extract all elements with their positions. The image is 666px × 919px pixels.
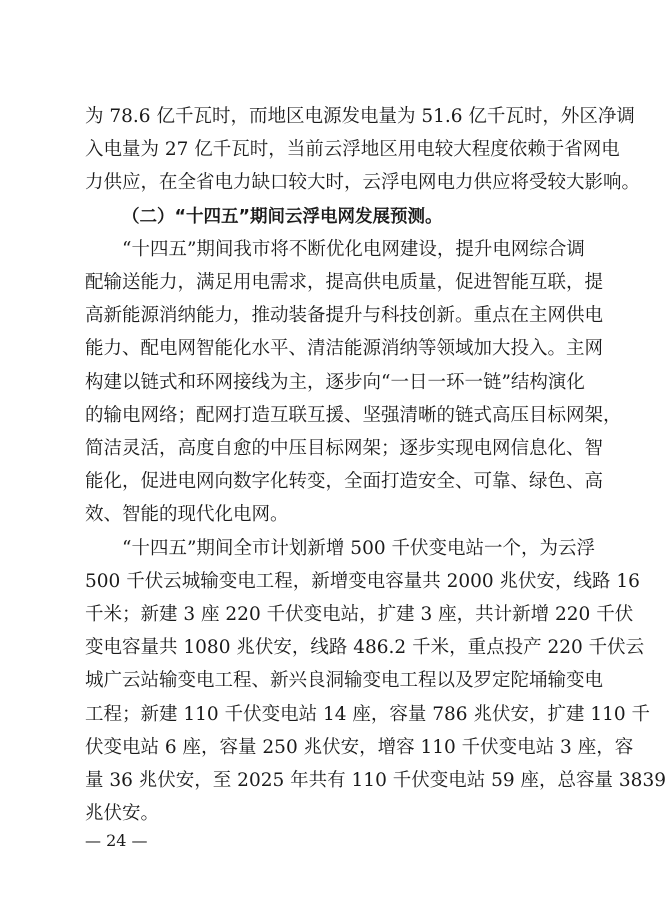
body-text-line: 力供应，在全省电力缺口较大时，云浮电网电力供应将受较大影响。 xyxy=(85,172,641,194)
body-text-line: 量 36 兆伏安，至 2025 年共有 110 千伏变电站 59 座，总容量 3839 xyxy=(85,770,666,791)
body-text-line: 能化，促进电网向数字化转变，全面打造安全、可靠、绿色、高 xyxy=(85,471,604,493)
body-text-line: 为 78.6 亿千瓦时，而地区电源发电量为 51.6 亿千瓦时，外区净调 xyxy=(85,106,635,127)
body-text-line: 的输电网络；配网打造互联互援、坚强清晰的链式高压目标网架， xyxy=(85,404,622,426)
body-text-line: 伏变电站 6 座，容量 250 兆伏安，增容 110 千伏变电站 3 座，容 xyxy=(85,736,634,758)
body-text-line: 构建以链式和环网接线为主，逐步向“一日一环一链”结构演化 xyxy=(85,371,585,393)
body-text-line: 千米；新建 3 座 220 千伏变电站，扩建 3 座，共计新增 220 千伏 xyxy=(85,604,634,625)
body-text-line: “十四五”期间全市计划新增 500 千伏变电站一个，为云浮 xyxy=(122,537,595,559)
body-text-line: 简洁灵活，高度自愈的中压目标网架；逐步实现电网信息化、智 xyxy=(85,438,604,459)
body-text-line: 工程；新建 110 千伏变电站 14 座，容量 786 兆伏安，扩建 110 千 xyxy=(85,703,651,725)
body-text-line: 配输送能力，满足用电需求，提高供电质量，促进智能互联，提 xyxy=(85,272,604,293)
body-text-line: 效、智能的现代化电网。 xyxy=(85,504,289,526)
body-text-line: 入电量为 27 亿千瓦时，当前云浮地区用电较大程度依赖于省网电 xyxy=(85,139,620,161)
section-heading: （二）“十四五”期间云浮电网发展预测。 xyxy=(122,206,443,227)
body-text-line: 500 千伏云城输变电工程，新增变电容量共 2000 兆伏安，线路 16 xyxy=(85,570,640,592)
body-text-line: 变电容量共 1080 兆伏安，线路 486.2 千米，重点投产 220 千伏云 xyxy=(85,637,645,659)
body-text-line: “十四五”期间我市将不断优化电网建设，提升电网综合调 xyxy=(122,238,585,260)
body-text-line: 城广云站输变电工程、新兴良洞输变电工程以及罗定陀埇输变电 xyxy=(85,670,604,692)
body-text-line: 高新能源消纳能力，推动装备提升与科技创新。重点在主网供电 xyxy=(85,305,604,327)
page-number: — 24 — xyxy=(85,831,148,850)
body-text-line: 兆伏安。 xyxy=(85,803,160,825)
body-text-line: 能力、配电网智能化水平、清洁能源消纳等领域加大投入。主网 xyxy=(85,338,604,360)
